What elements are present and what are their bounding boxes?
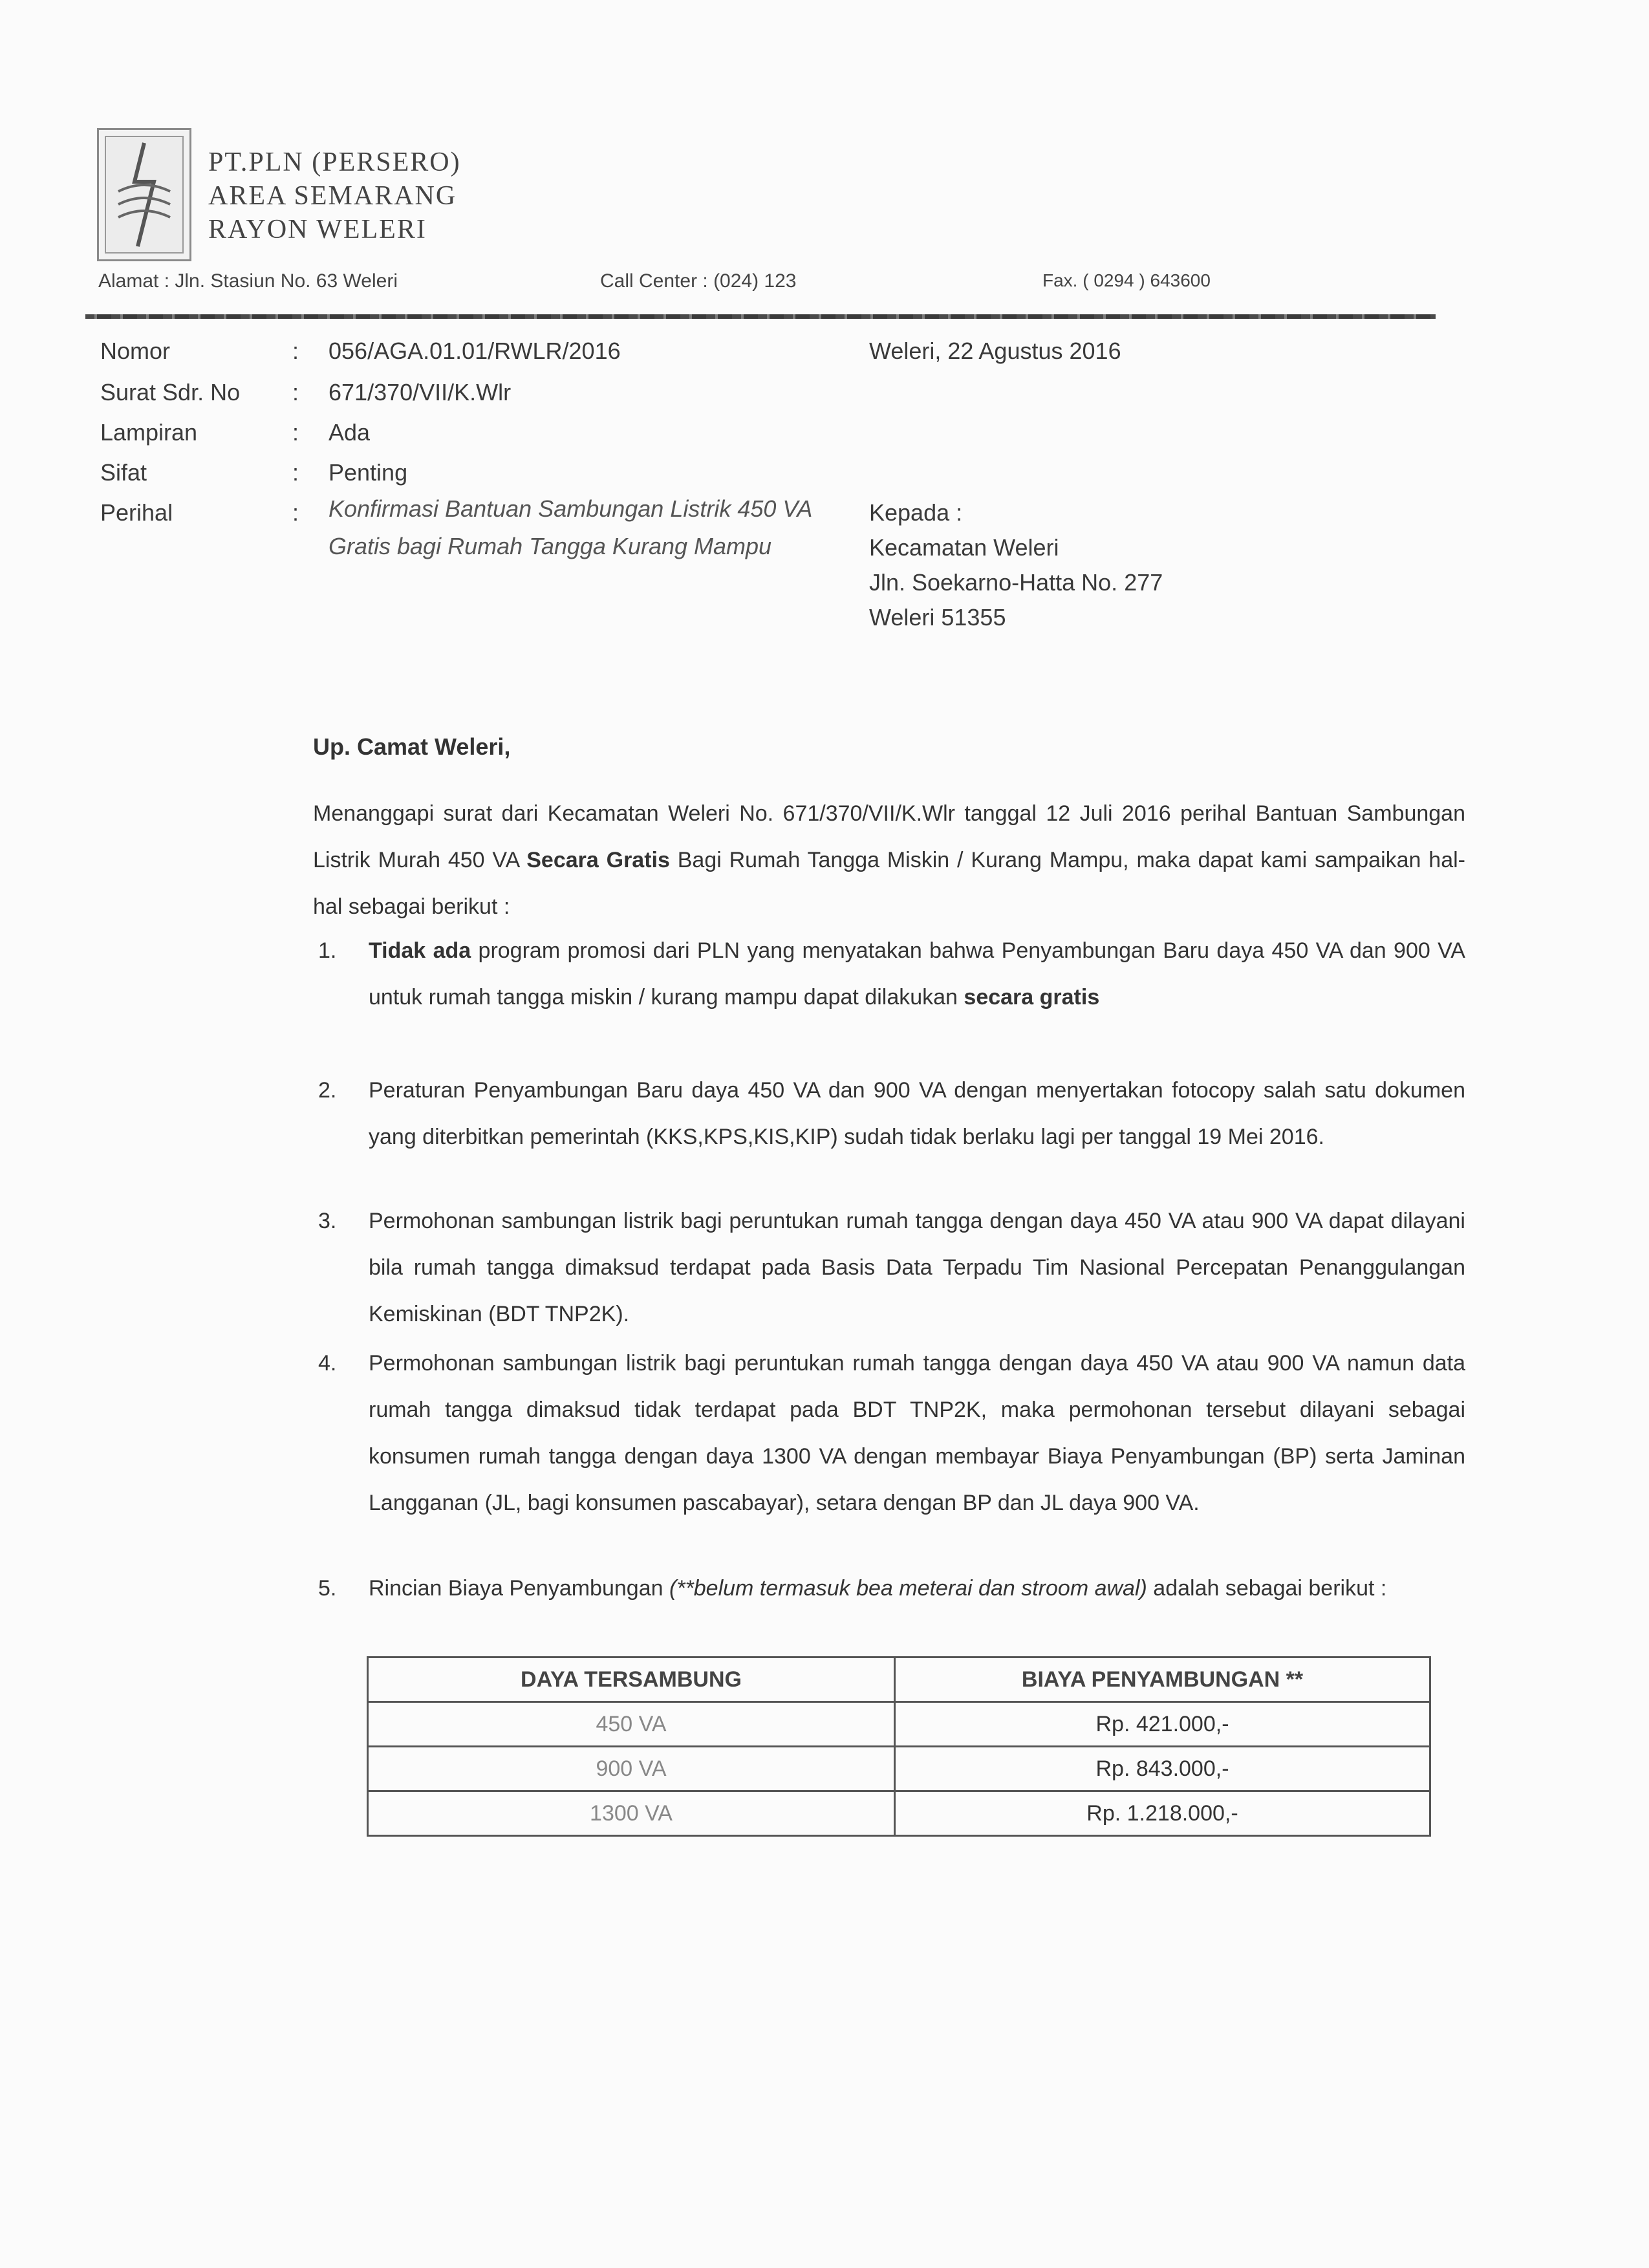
item-italic: (**belum termasuk bea meterai dan stroom awal) bbox=[669, 1576, 1147, 1601]
item-number: 3. bbox=[318, 1209, 337, 1233]
surat-label: Surat Sdr. No bbox=[100, 379, 241, 405]
lampiran-colon: : bbox=[292, 419, 299, 446]
pln-logo bbox=[97, 128, 191, 261]
sifat-label: Sifat bbox=[100, 459, 147, 486]
recipient-name: Kecamatan Weleri bbox=[869, 534, 1059, 561]
letter-date: Weleri, 22 Agustus 2016 bbox=[869, 338, 1121, 364]
company-name bbox=[208, 146, 461, 246]
intro-text-1: Menanggapi surat dari Kecamatan Weleri No. 671/370/VII/K.Wlr tanggal 12 Juli 2016 perihal Bantuan Sambungan Listrik Murah 450 VA bbox=[313, 801, 1465, 872]
item-bold-end: secara gratis bbox=[964, 985, 1100, 1010]
item-text: Peraturan Penyambungan Baru daya 450 VA dan 900 VA dengan menyertakan fotocopy salah satu dokumen yang diterbitkan pemerintah (KKS,KPS,KIS,KIP) sudah tidak berlaku lagi per tanggal 19 Mei 2016. bbox=[369, 1078, 1465, 1149]
table-row bbox=[368, 1747, 1430, 1791]
item-number: 1. bbox=[318, 938, 337, 963]
recipient-heading: Kepada : bbox=[869, 499, 963, 526]
intro-text-2: Bagi Rumah Tangga Miskin / Kurang Mampu, maka dapat kami sampaikan hal-hal sebagai berikut : bbox=[313, 848, 1465, 919]
list-item bbox=[313, 1198, 1465, 1337]
surat-value: 671/370/VII/K.Wlr bbox=[329, 379, 512, 405]
sifat-value: Penting bbox=[329, 459, 408, 486]
company-line-3: RAYON WELERI bbox=[208, 215, 427, 244]
table-row bbox=[368, 1791, 1430, 1836]
intro-bold: Secara Gratis bbox=[526, 848, 670, 872]
intro-paragraph bbox=[313, 790, 1465, 930]
sifat-colon: : bbox=[292, 459, 299, 486]
nomor-label: Nomor bbox=[100, 338, 171, 364]
item-text: program promosi dari PLN yang menyatakan bahwa Penyambungan Baru daya 450 VA dan 900 VA untuk rumah tangga miskin / kurang mampu dapat dilakukan bbox=[369, 938, 1465, 1010]
company-line-2: AREA SEMARANG bbox=[208, 181, 457, 211]
item-number: 2. bbox=[318, 1078, 337, 1103]
table-row bbox=[368, 1702, 1430, 1747]
item-text: Permohonan sambungan listrik bagi peruntukan rumah tangga dengan daya 450 VA atau 900 VA namun data rumah tangga dimaksud tidak terdapat pada BDT TNP2K, maka permohonan tersebut dilayani sebagai konsumen rumah tangga dengan daya 1300 VA dengan membayar Biaya Penyambungan (BP) serta Jaminan Langganan (JL, bagi konsumen pascabayar), setara dengan BP dan JL daya 900 VA. bbox=[369, 1351, 1465, 1515]
company-line-1: PT.PLN (PERSERO) bbox=[208, 147, 461, 177]
recipient-address: Jln. Soekarno-Hatta No. 277 bbox=[869, 569, 1163, 596]
list-item bbox=[313, 1340, 1465, 1526]
table-header-row bbox=[368, 1658, 1430, 1702]
letterhead-divider bbox=[85, 314, 1436, 319]
list-item bbox=[313, 927, 1465, 1021]
perihal-label: Perihal bbox=[100, 499, 173, 526]
column-header-daya: DAYA TERSAMBUNG bbox=[368, 1658, 895, 1702]
item-text: Rincian Biaya Penyambungan bbox=[369, 1576, 669, 1601]
company-address: Alamat : Jln. Stasiun No. 63 Weleri bbox=[98, 270, 398, 292]
column-header-biaya: BIAYA PENYAMBUNGAN ** bbox=[895, 1658, 1430, 1702]
cost-table bbox=[367, 1656, 1431, 1837]
daya-cell: 1300 VA bbox=[368, 1791, 895, 1836]
biaya-cell: Rp. 421.000,- bbox=[895, 1702, 1430, 1747]
item-number: 5. bbox=[318, 1576, 337, 1601]
item-number: 4. bbox=[318, 1351, 337, 1376]
salutation: Up. Camat Weleri, bbox=[313, 733, 511, 760]
nomor-value: 056/AGA.01.01/RWLR/2016 bbox=[329, 338, 621, 364]
lampiran-value: Ada bbox=[329, 419, 371, 446]
call-center: Call Center : (024) 123 bbox=[600, 270, 797, 292]
recipient-city: Weleri 51355 bbox=[869, 604, 1006, 631]
item-text-end: adalah sebagai berikut : bbox=[1147, 1576, 1387, 1601]
item-text: Permohonan sambungan listrik bagi peruntukan rumah tangga dengan daya 450 VA atau 900 VA dapat dilayani bila rumah tangga dimaksud terdapat pada Basis Data Terpadu Tim Nasional Percepatan Penanggulangan Kemiskinan (BDT TNP2K). bbox=[369, 1209, 1465, 1326]
perihal-colon: : bbox=[292, 499, 299, 526]
perihal-value: Konfirmasi Bantuan Sambungan Listrik 450 VA Gratis bagi Rumah Tangga Kurang Mampu bbox=[329, 495, 812, 559]
fax-number: Fax. ( 0294 ) 643600 bbox=[1042, 270, 1211, 290]
list-item bbox=[313, 1565, 1465, 1612]
list-item bbox=[313, 1067, 1465, 1160]
biaya-cell: Rp. 843.000,- bbox=[895, 1747, 1430, 1791]
lampiran-label: Lampiran bbox=[100, 419, 198, 446]
daya-cell: 450 VA bbox=[368, 1702, 895, 1747]
pln-logo-icon bbox=[99, 130, 189, 259]
item-bold: Tidak ada bbox=[369, 938, 471, 963]
daya-cell: 900 VA bbox=[368, 1747, 895, 1791]
surat-colon: : bbox=[292, 379, 299, 405]
biaya-cell: Rp. 1.218.000,- bbox=[895, 1791, 1430, 1836]
nomor-colon: : bbox=[292, 338, 299, 364]
